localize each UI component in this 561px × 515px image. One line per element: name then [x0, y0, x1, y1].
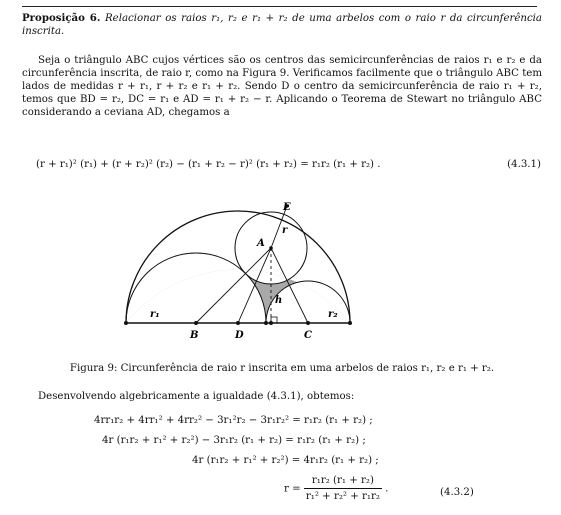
equation-4-fraction	[304, 474, 382, 503]
label-B: B	[190, 330, 199, 341]
label-h: h	[275, 295, 283, 306]
equation-line-3: 4r (r₁r₂ + r₁² + r₂²) = 4r₁r₂ (r₁ + r₂) ;	[192, 455, 379, 466]
label-r: r	[282, 225, 288, 236]
point-C	[306, 321, 310, 325]
equation-line-2: 4r (r₁r₂ + r₁² + r₂²) − 3r₁r₂ (r₁ + r₂) = r₁r₂ (r₁ + r₂) ;	[102, 435, 366, 446]
equation-4-3-1	[36, 158, 541, 171]
label-A: A	[257, 238, 265, 249]
equation-4-numerator: r₁r₂ (r₁ + r₂)	[304, 474, 382, 489]
equation-line-4	[284, 474, 388, 503]
point-foot	[269, 321, 273, 325]
equation-4-lhs: r =	[284, 483, 301, 495]
equation-4-end: .	[385, 483, 389, 495]
label-C: C	[304, 330, 312, 341]
arbelos-figure	[110, 196, 360, 346]
equation-1-number: (4.3.1)	[507, 159, 541, 170]
body-paragraph: Seja o triângulo ABC cujos vértices são os centros das semicircunferências de raios r₁ e r₂ e da circunferência inscrita, de raio r, como na Figura 9. Verificamos facilmente que o triângulo ABC tem lados de medidas r + r₁, r + r₂ e r₁ + r₂. Sendo D o centro da semicircunferência de raio r₁ + r₂, temos que BD = r₂, DC = r₁ e AD = r₁ + r₂ − r. Aplicando o Teorema de Stewart no triângulo ABC considerando a ceviana AD, chegamos a	[22, 55, 542, 119]
point-D	[236, 321, 240, 325]
proposition-statement: Relacionar os raios r₁, r₂ e r₁ + r₂ de uma arbelos com o raio r da circunferência inscrita.	[22, 13, 542, 38]
equation-1-expression: (r + r₁)² (r₁) + (r + r₂)² (r₂) − (r₁ + r₂ − r)² (r₁ + r₂) = r₁r₂ (r₁ + r₂) .	[36, 159, 381, 170]
point-left-end	[124, 321, 128, 325]
point-tangent	[264, 321, 268, 325]
equation-2-number: (4.3.2)	[440, 487, 474, 498]
proposition-label: Proposição 6.	[22, 12, 101, 24]
label-D: D	[235, 330, 244, 341]
equation-line-1: 4rr₁r₂ + 4rr₁² + 4rr₂² − 3r₁²r₂ − 3r₁r₂² = r₁r₂ (r₁ + r₂) ;	[94, 415, 373, 426]
point-B	[194, 321, 198, 325]
label-r2: r₂	[328, 309, 338, 320]
point-right-end	[348, 321, 352, 325]
figure-caption: Figura 9: Circunferência de raio r inscrita em uma arbelos de raios r₁, r₂ e r₁ + r₂.	[69, 363, 495, 374]
equation-4-denominator: r₁² + r₂² + r₁r₂	[305, 491, 380, 503]
label-E: E	[283, 202, 291, 213]
proposition	[22, 12, 542, 38]
label-r1: r₁	[150, 309, 160, 320]
top-rule	[22, 6, 537, 7]
development-text: Desenvolvendo algebricamente a igualdade (4.3.1), obtemos:	[38, 391, 355, 402]
small-left-semicircle-fill	[126, 253, 266, 323]
point-A	[269, 246, 273, 250]
